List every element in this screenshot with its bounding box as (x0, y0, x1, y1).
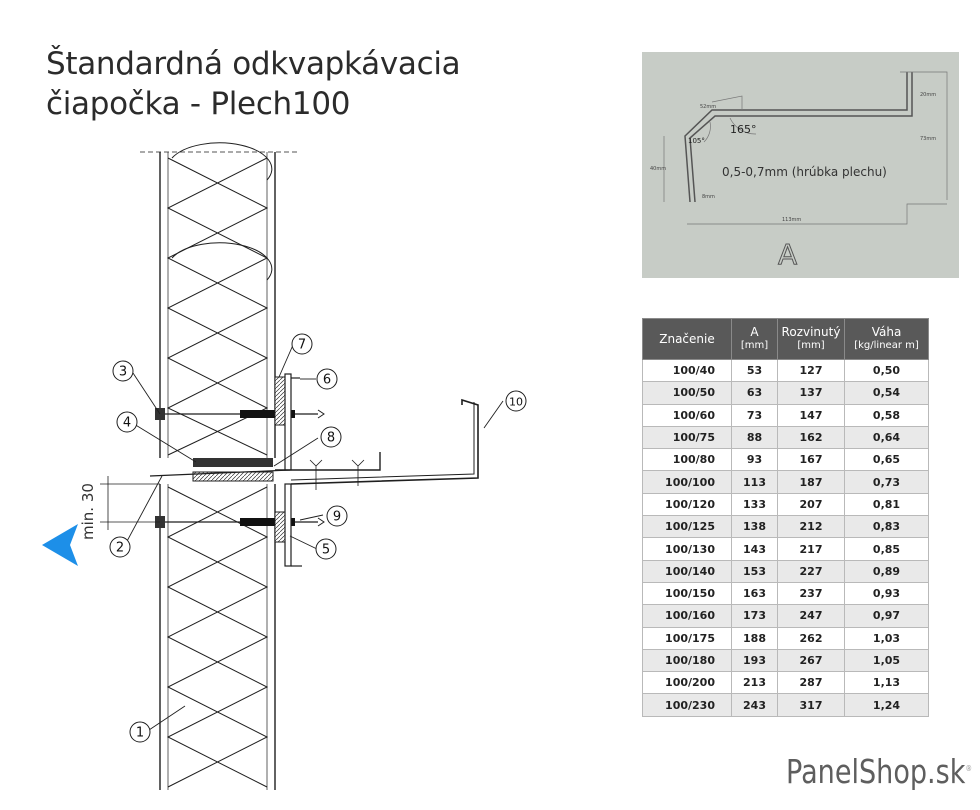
cell-developed: 162 (778, 426, 845, 448)
brand-logo: PanelShop.sk® (786, 752, 972, 791)
cell-marking: 100/40 (643, 360, 732, 382)
dim-right-top: 20mm (920, 92, 937, 98)
cell-marking: 100/230 (643, 694, 732, 716)
table-row (643, 516, 929, 538)
cell-a: 53 (732, 360, 778, 382)
cell-developed: 217 (778, 538, 845, 560)
cell-marking: 100/120 (643, 493, 732, 515)
dim-bottom: 113mm (782, 217, 802, 223)
table-row (643, 649, 929, 671)
callout-label: 3 (118, 364, 128, 380)
callout-10 (506, 391, 526, 411)
table-row (643, 426, 929, 448)
callout-label: 7 (297, 337, 307, 353)
cell-marking: 100/125 (643, 516, 732, 538)
callout-label: 5 (321, 542, 331, 558)
table-header-row (643, 319, 929, 360)
cell-developed: 137 (778, 382, 845, 404)
table-row (643, 627, 929, 649)
dimension-min30 (100, 476, 160, 530)
table-row (643, 672, 929, 694)
cell-a: 133 (732, 493, 778, 515)
cell-weight: 1,13 (845, 672, 929, 694)
angle-acute: 105° (688, 137, 705, 145)
cell-a: 138 (732, 516, 778, 538)
table-row (643, 694, 929, 716)
cell-weight: 0,54 (845, 382, 929, 404)
cell-marking: 100/75 (643, 426, 732, 448)
callout-label: 4 (122, 415, 132, 431)
profile-letter: A (778, 238, 798, 271)
table-row (643, 560, 929, 582)
profile-outline (685, 72, 912, 202)
cell-a: 163 (732, 582, 778, 604)
cell-developed: 237 (778, 582, 845, 604)
cell-weight: 0,73 (845, 471, 929, 493)
title-line-1: Štandardná odkvapkávacia (46, 46, 461, 82)
table-row (643, 605, 929, 627)
cell-weight: 0,58 (845, 404, 929, 426)
cell-weight: 0,89 (845, 560, 929, 582)
table-row (643, 493, 929, 515)
callout-label: 2 (115, 540, 125, 556)
callout-1 (130, 722, 150, 742)
table-row (643, 538, 929, 560)
cell-weight: 0,83 (845, 516, 929, 538)
cell-a: 188 (732, 627, 778, 649)
cell-developed: 247 (778, 605, 845, 627)
cell-weight: 0,93 (845, 582, 929, 604)
dim-drip: 8mm (702, 194, 715, 200)
callout-4 (117, 412, 137, 432)
cell-weight: 1,03 (845, 627, 929, 649)
thickness-note: 0,5-0,7mm (hrúbka plechu) (722, 165, 887, 179)
cell-marking: 100/160 (643, 605, 732, 627)
sealing-tape (193, 458, 273, 467)
cell-weight: 0,50 (845, 360, 929, 382)
cell-developed: 187 (778, 471, 845, 493)
callout-5 (316, 539, 336, 559)
title-line-2: čiapočka - Plech100 (46, 86, 351, 122)
cell-developed: 317 (778, 694, 845, 716)
callout-label: 6 (322, 372, 332, 388)
cell-a: 93 (732, 449, 778, 471)
profile-detail-panel (642, 52, 959, 278)
cell-a: 113 (732, 471, 778, 493)
fastener-upper (155, 374, 324, 470)
table-row (643, 360, 929, 382)
callout-label: 10 (509, 395, 523, 409)
callout-2 (110, 537, 130, 557)
header-developed: Rozvinutý [mm] (778, 319, 845, 360)
cell-developed: 212 (778, 516, 845, 538)
cell-marking: 100/140 (643, 560, 732, 582)
cell-weight: 1,05 (845, 649, 929, 671)
cell-weight: 0,81 (845, 493, 929, 515)
fastener-lower (155, 484, 324, 566)
table-row (643, 449, 929, 471)
table-row (643, 404, 929, 426)
cell-marking: 100/200 (643, 672, 732, 694)
cell-marking: 100/50 (643, 382, 732, 404)
pointer-arrow-icon (42, 524, 78, 566)
cell-a: 243 (732, 694, 778, 716)
cell-a: 153 (732, 560, 778, 582)
cell-marking: 100/100 (643, 471, 732, 493)
cell-a: 173 (732, 605, 778, 627)
callout-label: 8 (326, 430, 336, 446)
dimension-label: min. 30 (79, 483, 97, 540)
callout-label: 1 (135, 725, 145, 741)
cell-marking: 100/175 (643, 627, 732, 649)
callout-8 (321, 427, 341, 447)
dim-top: 52mm (700, 104, 717, 110)
table-row (643, 382, 929, 404)
cell-marking: 100/80 (643, 449, 732, 471)
cell-developed: 147 (778, 404, 845, 426)
cell-weight: 0,97 (845, 605, 929, 627)
cell-a: 143 (732, 538, 778, 560)
cell-a: 63 (732, 382, 778, 404)
dim-right: 73mm (920, 136, 937, 142)
cell-marking: 100/180 (643, 649, 732, 671)
cell-marking: 100/60 (643, 404, 732, 426)
cell-weight: 1,24 (845, 694, 929, 716)
cell-a: 88 (732, 426, 778, 448)
table-row (643, 471, 929, 493)
cell-a: 73 (732, 404, 778, 426)
dim-left: 40mm (650, 166, 667, 172)
cell-developed: 267 (778, 649, 845, 671)
callout-label: 9 (332, 509, 342, 525)
cell-a: 193 (732, 649, 778, 671)
wall-panel-lower (160, 484, 275, 790)
table-row (643, 582, 929, 604)
header-weight: Váha [kg/linear m] (845, 319, 929, 360)
callout-9 (327, 506, 347, 526)
cell-developed: 207 (778, 493, 845, 515)
cell-developed: 227 (778, 560, 845, 582)
cell-weight: 0,65 (845, 449, 929, 471)
cell-marking: 100/130 (643, 538, 732, 560)
cell-a: 213 (732, 672, 778, 694)
cell-marking: 100/150 (643, 582, 732, 604)
cell-developed: 167 (778, 449, 845, 471)
callout-6 (317, 369, 337, 389)
cell-weight: 0,85 (845, 538, 929, 560)
header-a: A [mm] (732, 319, 778, 360)
cell-developed: 262 (778, 627, 845, 649)
header-marking: Značenie (643, 319, 732, 360)
cell-weight: 0,64 (845, 426, 929, 448)
cell-developed: 127 (778, 360, 845, 382)
cell-developed: 287 (778, 672, 845, 694)
angle-obtuse: 165° (730, 123, 757, 136)
callout-3 (113, 361, 133, 381)
callout-7 (292, 334, 312, 354)
specs-table (642, 318, 929, 717)
